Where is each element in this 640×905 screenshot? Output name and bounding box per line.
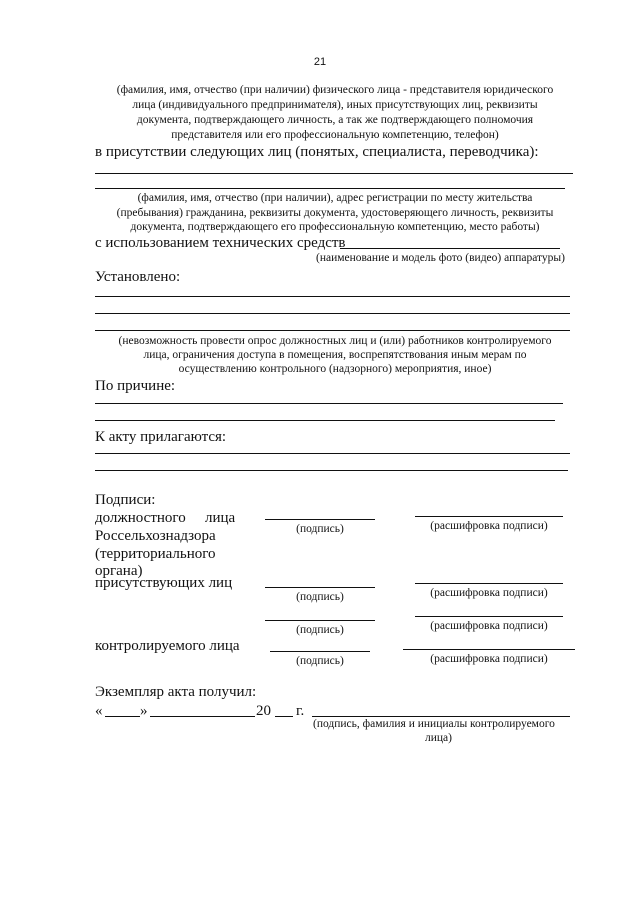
tech-means-line[interactable] — [340, 248, 560, 249]
note1-line-4: представителя или его профессиональную компетенцию, телефон) — [171, 129, 499, 141]
quote-close: » — [140, 703, 148, 719]
official-word-2: лица — [205, 510, 236, 526]
year-prefix: 20 — [256, 703, 271, 719]
controlled-signature-line[interactable] — [270, 651, 370, 652]
note1-line-1: (фамилия, имя, отчество (при наличии) физического лица - представителя юридического — [116, 84, 554, 96]
official-signature-line[interactable] — [265, 519, 375, 520]
official-decode-caption: (расшифровка подписи) — [430, 520, 548, 532]
presence-line-1[interactable] — [95, 173, 573, 174]
present-signature-caption-1: (подпись) — [296, 591, 344, 603]
official-line-3: органа) — [95, 563, 143, 579]
present-signature-line-2[interactable] — [265, 620, 375, 621]
present-signature-line-1[interactable] — [265, 587, 375, 588]
note3-line-1: (невозможность провести опрос должностных лиц и (или) работников контролируемого — [118, 335, 552, 347]
official-signature-caption: (подпись) — [296, 523, 344, 535]
established-line-2[interactable] — [95, 313, 570, 314]
reason-label: По причине: — [95, 378, 176, 394]
present-signature-caption-2: (подпись) — [296, 624, 344, 636]
present-decode-caption-2: (расшифровка подписи) — [430, 620, 548, 632]
year-line[interactable] — [275, 716, 293, 717]
attached-line-2[interactable] — [95, 470, 568, 471]
copy-caption-1: (подпись, фамилия и инициалы контролируемого — [313, 718, 555, 730]
controlled-person-label: контролируемого лица — [95, 638, 240, 654]
year-suffix: г. — [296, 703, 305, 719]
official-decode-line[interactable] — [415, 516, 563, 517]
note1-line-2: лица (индивидуального предпринимателя), иных присутствующих лиц, реквизиты — [132, 99, 538, 111]
controlled-decode-caption: (расшифровка подписи) — [430, 653, 548, 665]
copy-received-label: Экземпляр акта получил: — [95, 684, 257, 700]
official-line-2: (территориального — [95, 546, 216, 562]
note1-line-3: документа, подтверждающего личность, а так же подтверждающего полномочия — [136, 114, 534, 126]
note2-line-2: (пребывания) гражданина, реквизиты документа, удостоверяющего личность, реквизиты — [116, 207, 554, 219]
note3-line-2: лица, ограничения доступа в помещения, воспрепятствования иным мерам по — [143, 349, 527, 361]
established-line-1[interactable] — [95, 296, 570, 297]
month-line[interactable] — [150, 716, 255, 717]
signatures-heading: Подписи: — [95, 492, 156, 508]
present-decode-line-2[interactable] — [415, 616, 563, 617]
note2-line-1: (фамилия, имя, отчество (при наличии), адрес регистрации по месту жительства — [137, 192, 533, 204]
established-line-3[interactable] — [95, 330, 570, 331]
presence-label: в присутствии следующих лиц (понятых, специалиста, переводчика): — [95, 144, 539, 160]
note2-line-3: документа, подтверждающего его профессиональную компетенцию, место работы) — [130, 221, 540, 233]
official-line-1: Россельхознадзора — [95, 528, 216, 544]
page-number: 21 — [313, 56, 327, 68]
note3-line-3: осуществлению контрольного (надзорного) мероприятия, иное) — [178, 363, 492, 375]
reason-line-2[interactable] — [95, 420, 555, 421]
present-decode-caption-1: (расшифровка подписи) — [430, 587, 548, 599]
official-word-1: должностного — [95, 510, 186, 526]
attached-label: К акту прилагаются: — [95, 429, 227, 445]
reason-line-1[interactable] — [95, 403, 563, 404]
day-line[interactable] — [105, 716, 140, 717]
controlled-decode-line[interactable] — [403, 649, 575, 650]
presence-line-2[interactable] — [95, 188, 565, 189]
copy-caption-2: лица) — [425, 732, 452, 744]
tech-means-note: (наименование и модель фото (видео) аппаратуры) — [316, 252, 565, 264]
attached-line-1[interactable] — [95, 453, 570, 454]
present-persons-label: присутствующих лиц — [95, 575, 233, 591]
tech-means-label: с использованием технических средств — [95, 235, 346, 251]
controlled-signature-caption: (подпись) — [296, 655, 344, 667]
established-label: Установлено: — [95, 269, 181, 285]
quote-open: « — [95, 703, 103, 719]
present-decode-line-1[interactable] — [415, 583, 563, 584]
